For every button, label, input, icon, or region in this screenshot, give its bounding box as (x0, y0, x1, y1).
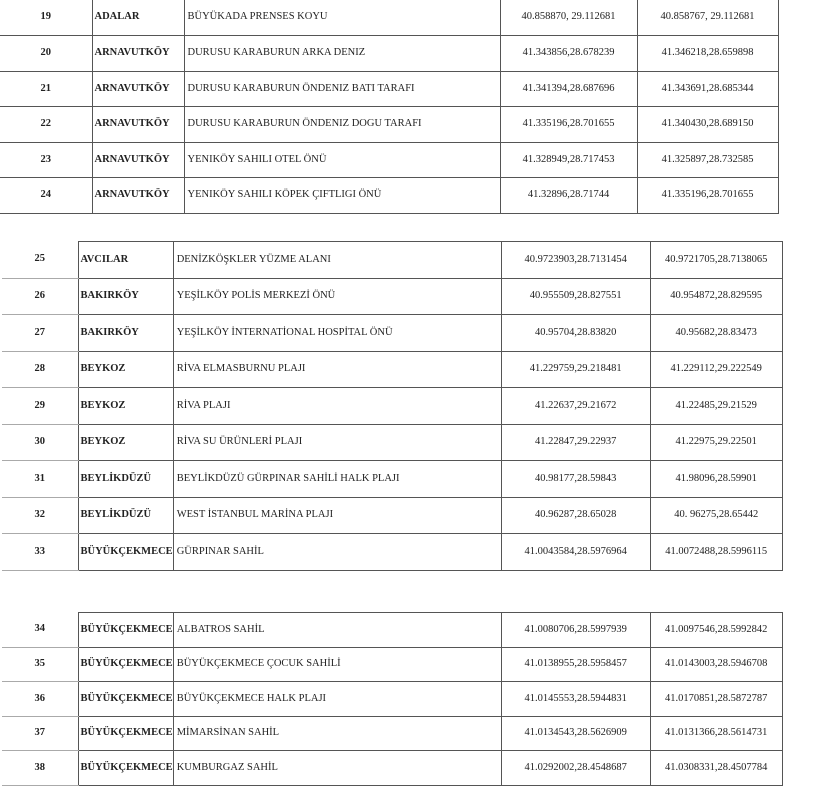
district-cell: BÜYÜKÇEKMECE (78, 682, 173, 717)
coordinate-end-cell: 40.9721705,28.7138065 (650, 242, 782, 279)
coordinate-end-cell: 41.0308331,28.4507784 (650, 751, 782, 786)
row-number: 19 (0, 0, 92, 36)
location-cell: GÜRPINAR SAHİL (173, 534, 501, 571)
row-number: 30 (2, 424, 78, 461)
coordinate-start-cell: 41.0292002,28.4548687 (501, 751, 650, 786)
coordinate-end-cell: 41.0072488,28.5996115 (650, 534, 782, 571)
row-number: 22 (0, 107, 92, 143)
district-cell: BÜYÜKÇEKMECE (78, 751, 173, 786)
location-cell: WEST İSTANBUL MARİNA PLAJI (173, 497, 501, 534)
district-cell: BÜYÜKÇEKMECE (78, 647, 173, 682)
table-row (2, 716, 782, 751)
location-cell: YENIKÖY SAHILI KÖPEK ÇIFTLIGI ÖNÜ (184, 178, 500, 214)
coordinate-start-cell: 40.955509,28.827551 (501, 278, 650, 315)
row-number: 21 (0, 71, 92, 107)
coordinate-end-cell: 41.22975,29.22501 (650, 424, 782, 461)
location-cell: RİVA PLAJI (173, 388, 501, 425)
location-cell: BÜYÜKÇEKMECE HALK PLAJI (173, 682, 501, 717)
district-cell: ADALAR (92, 0, 184, 36)
coordinate-end-cell: 41.335196,28.701655 (637, 178, 778, 214)
table-row (0, 142, 778, 178)
table-row (2, 534, 782, 571)
table-row (2, 613, 782, 648)
district-cell: ARNAVUTKÖY (92, 107, 184, 143)
table-row (2, 751, 782, 786)
coordinate-start-cell: 40.858870, 29.112681 (500, 0, 637, 36)
coordinate-start-cell: 41.0145553,28.5944831 (501, 682, 650, 717)
coordinate-start-cell: 41.341394,28.687696 (500, 71, 637, 107)
coordinate-start-cell: 41.0080706,28.5997939 (501, 613, 650, 648)
row-number: 24 (0, 178, 92, 214)
table-row (2, 461, 782, 498)
beach-table-1 (0, 0, 779, 214)
coordinate-start-cell: 41.22637,29.21672 (501, 388, 650, 425)
location-cell: DURUSU KARABURUN ÖNDENIZ DOGU TARAFI (184, 107, 500, 143)
district-cell: BEYLİKDÜZÜ (78, 497, 173, 534)
district-cell: BAKIRKÖY (78, 278, 173, 315)
coordinate-start-cell: 40.95704,28.83820 (501, 315, 650, 352)
row-number: 20 (0, 36, 92, 72)
coordinate-start-cell: 41.328949,28.717453 (500, 142, 637, 178)
district-cell: BEYLİKDÜZÜ (78, 461, 173, 498)
district-cell: AVCILAR (78, 242, 173, 279)
district-cell: BAKIRKÖY (78, 315, 173, 352)
location-cell: DENİZKÖŞKLER YÜZME ALANI (173, 242, 501, 279)
coordinate-end-cell: 41.229112,29.222549 (650, 351, 782, 388)
row-number: 31 (2, 461, 78, 498)
district-cell: BEYKOZ (78, 351, 173, 388)
coordinate-end-cell: 41.340430,28.689150 (637, 107, 778, 143)
location-cell: KUMBURGAZ SAHİL (173, 751, 501, 786)
coordinate-end-cell: 41.343691,28.685344 (637, 71, 778, 107)
row-number: 25 (2, 242, 78, 279)
coordinate-end-cell: 41.98096,28.59901 (650, 461, 782, 498)
coordinate-end-cell: 41.0097546,28.5992842 (650, 613, 782, 648)
location-cell: DURUSU KARABURUN ÖNDENIZ BATI TARAFI (184, 71, 500, 107)
coordinate-start-cell: 41.0138955,28.5958457 (501, 647, 650, 682)
district-cell: BEYKOZ (78, 424, 173, 461)
row-number: 29 (2, 388, 78, 425)
district-cell: BEYKOZ (78, 388, 173, 425)
district-cell: ARNAVUTKÖY (92, 36, 184, 72)
table-row (2, 315, 782, 352)
coordinate-end-cell: 41.0143003,28.5946708 (650, 647, 782, 682)
row-number: 28 (2, 351, 78, 388)
row-number: 35 (2, 647, 78, 682)
district-cell: BÜYÜKÇEKMECE (78, 534, 173, 571)
location-cell: BEYLİKDÜZÜ GÜRPINAR SAHİLİ HALK PLAJI (173, 461, 501, 498)
coordinate-start-cell: 41.32896,28.71744 (500, 178, 637, 214)
table-row (0, 107, 778, 143)
row-number: 23 (0, 142, 92, 178)
coordinate-start-cell: 40.9723903,28.7131454 (501, 242, 650, 279)
coordinate-end-cell: 41.0131366,28.5614731 (650, 716, 782, 751)
coordinate-end-cell: 41.346218,28.659898 (637, 36, 778, 72)
row-number: 38 (2, 751, 78, 786)
district-cell: ARNAVUTKÖY (92, 178, 184, 214)
coordinate-start-cell: 41.335196,28.701655 (500, 107, 637, 143)
location-cell: DURUSU KARABURUN ARKA DENIZ (184, 36, 500, 72)
table-row (0, 0, 778, 36)
coordinate-end-cell: 40.954872,28.829595 (650, 278, 782, 315)
coordinate-end-cell: 41.0170851,28.5872787 (650, 682, 782, 717)
table-row (0, 178, 778, 214)
coordinate-start-cell: 41.0043584,28.5976964 (501, 534, 650, 571)
location-cell: RİVA ELMASBURNU PLAJI (173, 351, 501, 388)
beach-table-2 (2, 241, 783, 571)
coordinate-start-cell: 40.98177,28.59843 (501, 461, 650, 498)
table-row (2, 647, 782, 682)
table-row (2, 242, 782, 279)
coordinate-end-cell: 41.22485,29.21529 (650, 388, 782, 425)
row-number: 26 (2, 278, 78, 315)
row-number: 34 (2, 613, 78, 648)
coordinate-end-cell: 41.325897,28.732585 (637, 142, 778, 178)
location-cell: YENIKÖY SAHILI OTEL ÖNÜ (184, 142, 500, 178)
row-number: 27 (2, 315, 78, 352)
coordinate-end-cell: 40.95682,28.83473 (650, 315, 782, 352)
coordinate-start-cell: 41.343856,28.678239 (500, 36, 637, 72)
location-cell: ALBATROS SAHİL (173, 613, 501, 648)
table-row (2, 424, 782, 461)
row-number: 32 (2, 497, 78, 534)
table-row (2, 682, 782, 717)
location-cell: BÜYÜKÇEKMECE ÇOCUK SAHİLİ (173, 647, 501, 682)
row-number: 36 (2, 682, 78, 717)
district-cell: ARNAVUTKÖY (92, 71, 184, 107)
table-row (0, 36, 778, 72)
location-cell: MİMARSİNAN SAHİL (173, 716, 501, 751)
coordinate-start-cell: 41.229759,29.218481 (501, 351, 650, 388)
location-cell: BÜYÜKADA PRENSES KOYU (184, 0, 500, 36)
location-cell: RİVA SU ÜRÜNLERİ PLAJI (173, 424, 501, 461)
coordinate-end-cell: 40. 96275,28.65442 (650, 497, 782, 534)
coordinate-end-cell: 40.858767, 29.112681 (637, 0, 778, 36)
district-cell: ARNAVUTKÖY (92, 142, 184, 178)
row-number: 33 (2, 534, 78, 571)
coordinate-start-cell: 40.96287,28.65028 (501, 497, 650, 534)
row-number: 37 (2, 716, 78, 751)
table-row (2, 278, 782, 315)
district-cell: BÜYÜKÇEKMECE (78, 613, 173, 648)
table-row (0, 71, 778, 107)
district-cell: BÜYÜKÇEKMECE (78, 716, 173, 751)
table-row (2, 351, 782, 388)
location-cell: YEŞİLKÖY POLİS MERKEZİ ÖNÜ (173, 278, 501, 315)
location-cell: YEŞİLKÖY İNTERNATİONAL HOSPİTAL ÖNÜ (173, 315, 501, 352)
beach-table-3 (2, 612, 783, 786)
table-row (2, 388, 782, 425)
coordinate-start-cell: 41.0134543,28.5626909 (501, 716, 650, 751)
coordinate-start-cell: 41.22847,29.22937 (501, 424, 650, 461)
table-row (2, 497, 782, 534)
